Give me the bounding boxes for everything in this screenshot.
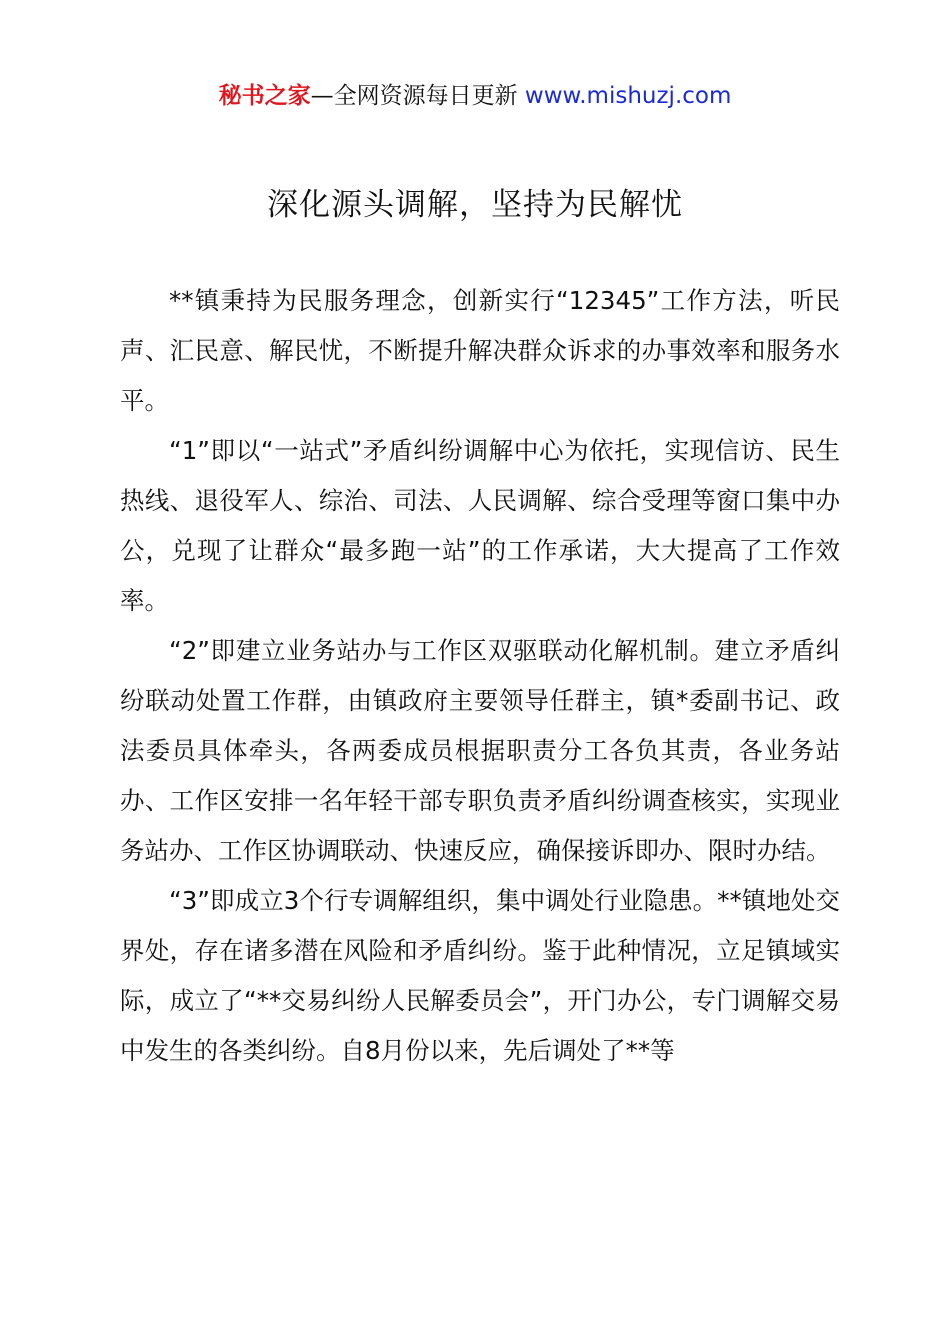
- paragraph-point-1: “1”即以“一站式”矛盾纠纷调解中心为依托，实现信访、民生热线、退役军人、综治、司法、人民调解、综合受理等窗口集中办公，兑现了让群众“最多跑一站”的工作承诺，大大提高了工作效率。: [120, 436, 840, 615]
- site-brand: 秘书之家: [218, 83, 311, 109]
- site-url-link[interactable]: www.mishuzj.com: [524, 83, 732, 109]
- paragraph-intro: **镇秉持为民服务理念，创新实行“12345”工作方法，听民声、汇民意、解民忧，不断提升解决群众诉求的办事效率和服务水平。: [120, 286, 840, 415]
- document-title: 深化源头调解，坚持为民解忧: [267, 187, 683, 223]
- paragraph-point-2: “2”即建立业务站办与工作区双驱联动化解机制。建立矛盾纠纷联动处置工作群，由镇政府主要领导任群主，镇*委副书记、政法委员具体牵头，各两委成员根据职责分工各负其责，各业务站办、工作区安排一名年轻干部专职负责矛盾纠纷调查核实，实现业务站办、工作区协调联动、快速反应，确保接诉即办、限时办结。: [120, 636, 840, 865]
- document-body: [120, 276, 840, 1076]
- site-header: [0, 80, 950, 112]
- site-tagline: —全网资源每日更新: [310, 83, 525, 109]
- paragraph-point-3: “3”即成立3个行专调解组织，集中调处行业隐患。**镇地处交界处，存在诸多潜在风险和矛盾纠纷。鉴于此种情况，立足镇域实际，成立了“**交易纠纷人民解委员会”，开门办公，专门调解交易中发生的各类纠纷。自8月份以来，先后调处了**等: [120, 886, 840, 1065]
